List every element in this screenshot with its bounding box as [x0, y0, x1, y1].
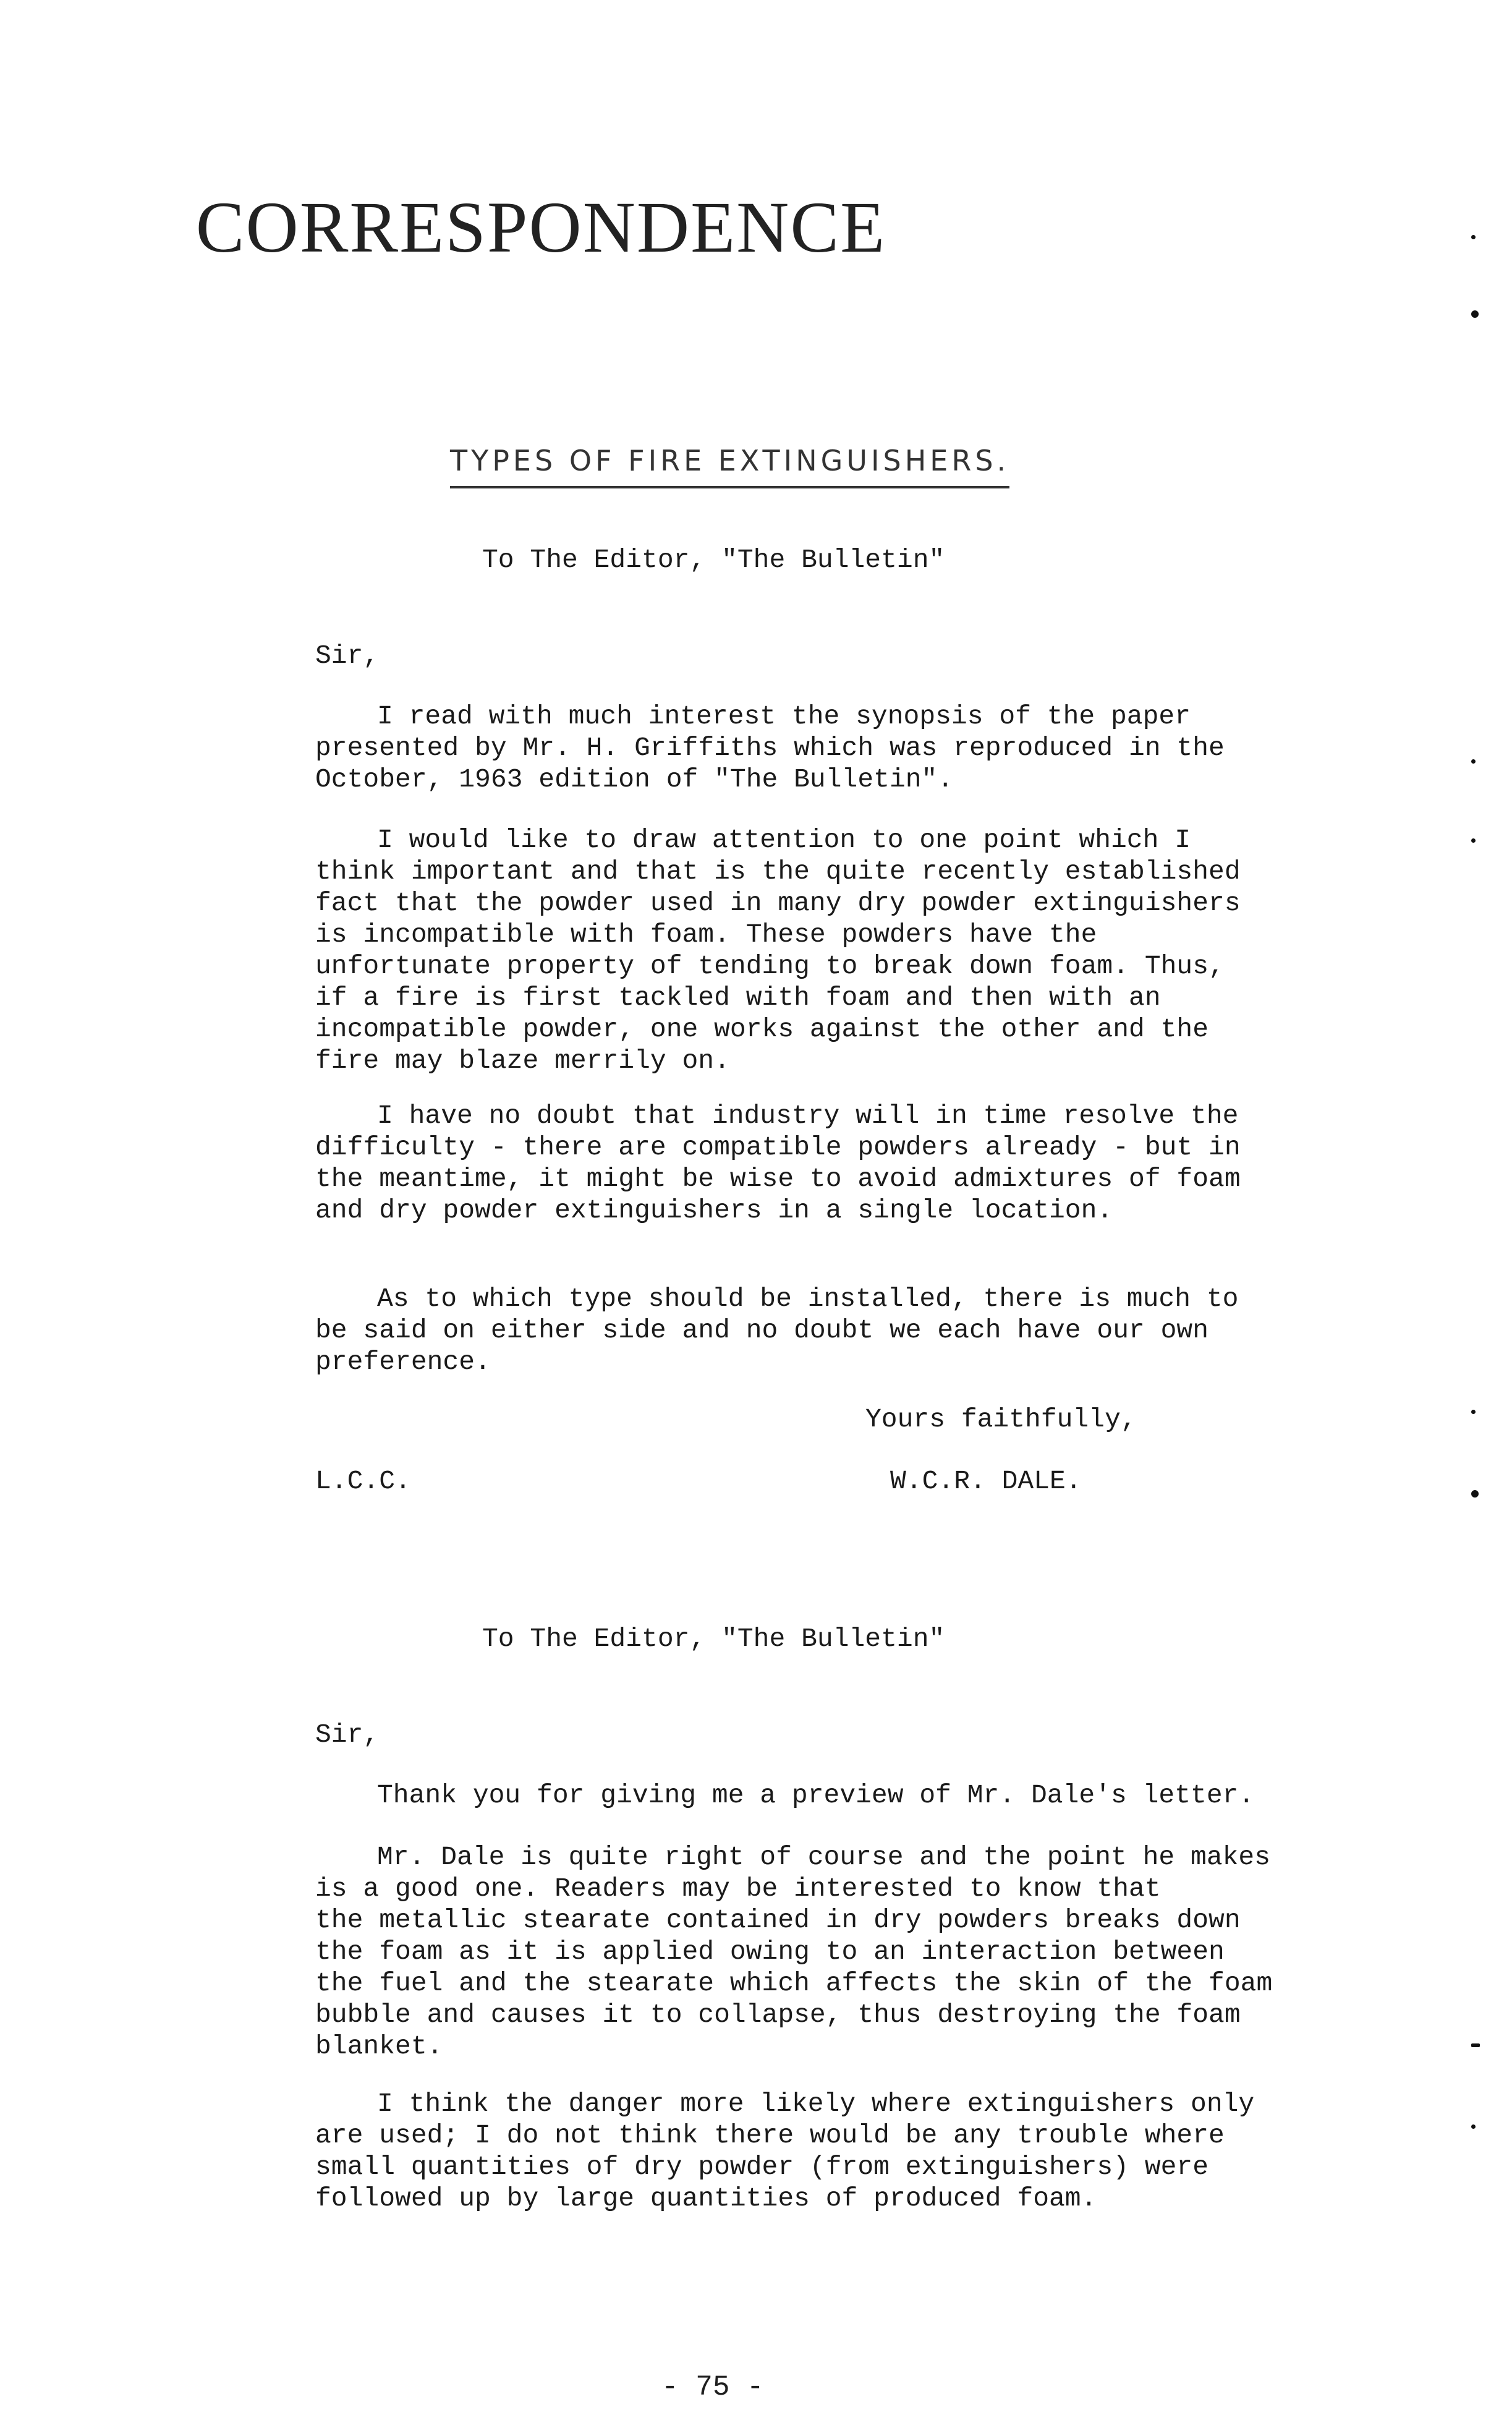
text-line: think important and that is the quite recently established: [315, 856, 1241, 887]
text-line: I would like to draw attention to one point which I: [377, 825, 1191, 855]
text-line: bubble and causes it to collapse, thus destroying the foam: [315, 2000, 1241, 2030]
letter1-addressee: To The Editor, "The Bulletin": [482, 545, 945, 575]
letter2-paragraph-1: [315, 1779, 1254, 1811]
text-line: is incompatible with foam. These powders have the: [315, 919, 1097, 950]
margin-mark: [1471, 1410, 1476, 1414]
page-number: - 75 -: [661, 2371, 764, 2403]
text-line: the fuel and the stearate which affects the skin of the foam: [315, 1968, 1273, 1998]
text-line: and dry powder extinguishers in a single location.: [315, 1195, 1113, 1225]
text-line: the foam as it is applied owing to an interaction between: [315, 1937, 1225, 1967]
text-line: Thank you for giving me a preview of Mr. Dale's letter.: [377, 1780, 1255, 1810]
letter1-salutation: Sir,: [315, 641, 380, 671]
text-line: As to which type should be installed, there is much to: [377, 1284, 1239, 1314]
letter1-organisation: L.C.C.: [315, 1466, 411, 1496]
text-line: the metallic stearate contained in dry powders breaks down: [315, 1905, 1241, 1935]
text-line: October, 1963 edition of "The Bulletin".: [315, 764, 954, 795]
letter1-paragraph-2: [315, 824, 1241, 1076]
text-line: fire may blaze merrily on.: [315, 1046, 730, 1076]
margin-mark: [1471, 838, 1476, 843]
text-line: the meantime, it might be wise to avoid admixtures of foam: [315, 1164, 1241, 1194]
margin-mark: [1471, 2043, 1480, 2047]
text-line: is a good one. Readers may be interested to know that: [315, 1873, 1161, 1904]
letter1-signature: W.C.R. DALE.: [890, 1466, 1082, 1496]
letter1-paragraph-1: [315, 701, 1225, 795]
text-line: followed up by large quantities of produced foam.: [315, 2183, 1097, 2214]
text-line: preference.: [315, 1347, 491, 1377]
letter1-paragraph-4: [315, 1283, 1238, 1378]
margin-mark: [1471, 2124, 1476, 2129]
text-line: if a fire is first tackled with foam and then with an: [315, 982, 1161, 1013]
page-heading: CORRESPONDENCE: [195, 187, 886, 268]
text-line: be said on either side and no doubt we each have our own: [315, 1315, 1209, 1345]
text-line: I have no doubt that industry will in time resolve the: [377, 1101, 1239, 1131]
margin-mark: [1471, 310, 1479, 318]
text-line: Mr. Dale is quite right of course and the point he makes: [377, 1842, 1271, 1872]
text-line: unfortunate property of tending to break down foam. Thus,: [315, 951, 1225, 981]
letter2-paragraph-3: [315, 2088, 1254, 2214]
letter1-closing: Yours faithfully,: [865, 1404, 1137, 1434]
text-line: are used; I do not think there would be any trouble where: [315, 2120, 1225, 2150]
section-title: TYPES OF FIRE EXTINGUISHERS.: [450, 444, 1009, 488]
margin-mark: [1471, 759, 1476, 764]
text-line: I think the danger more likely where extinguishers only: [377, 2089, 1255, 2119]
margin-mark: [1471, 235, 1476, 239]
text-line: small quantities of dry powder (from extinguishers) were: [315, 2152, 1209, 2182]
text-line: incompatible powder, one works against the other and the: [315, 1014, 1209, 1044]
text-line: fact that the powder used in many dry powder extinguishers: [315, 888, 1241, 918]
text-line: blanket.: [315, 2031, 443, 2061]
margin-mark: [1471, 1490, 1479, 1498]
text-line: I read with much interest the synopsis of the paper: [377, 701, 1191, 731]
letter2-paragraph-2: [315, 1841, 1272, 2062]
text-line: presented by Mr. H. Griffiths which was reproduced in the: [315, 733, 1225, 763]
letter2-addressee: To The Editor, "The Bulletin": [482, 1624, 945, 1654]
letter1-paragraph-3: [315, 1100, 1241, 1226]
letter2-salutation: Sir,: [315, 1719, 380, 1750]
text-line: difficulty - there are compatible powders already - but in: [315, 1132, 1241, 1162]
